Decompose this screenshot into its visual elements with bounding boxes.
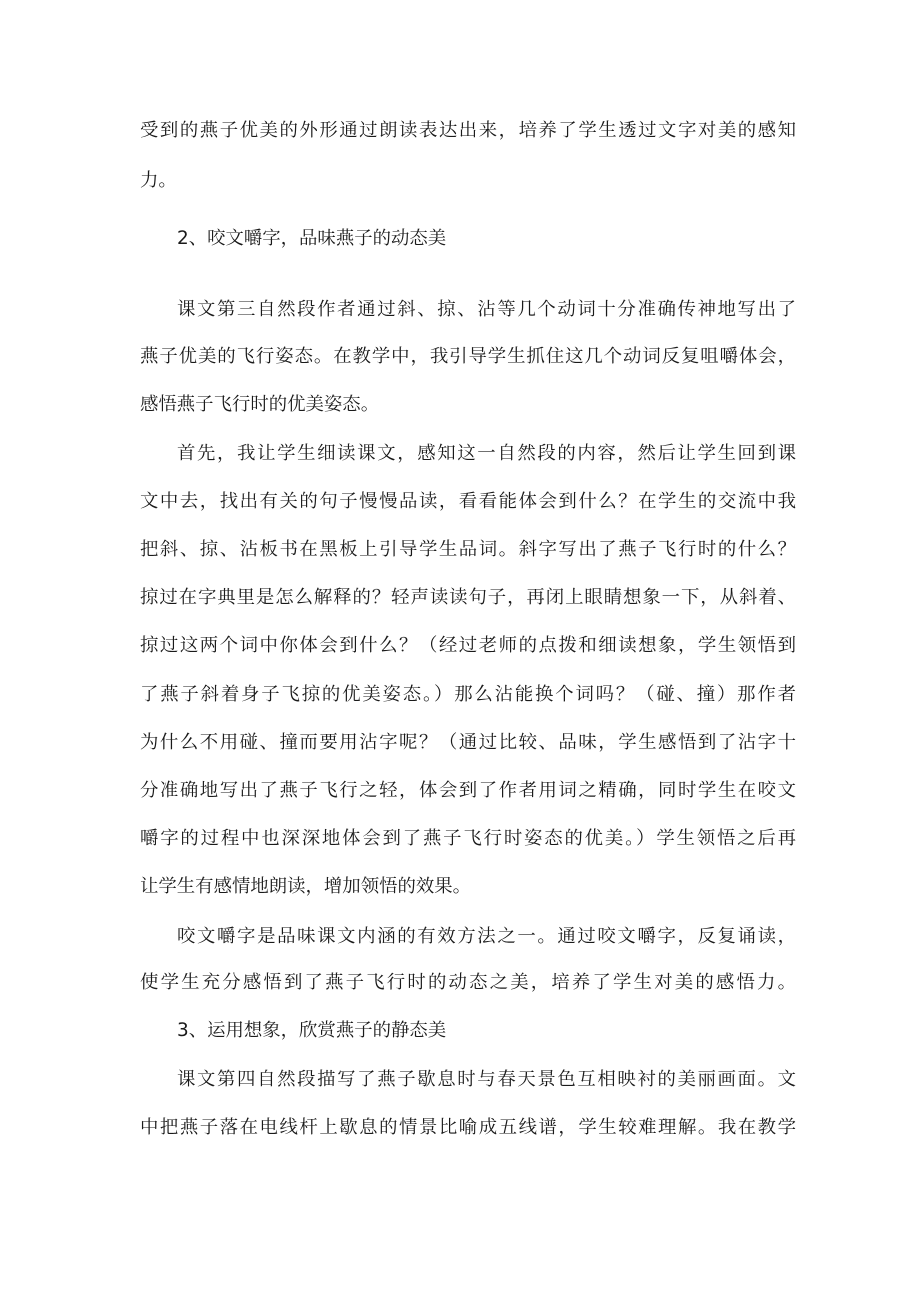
text-line: 掠过这两个词中你体会到什么？（经过老师的点拨和细读想象，学生领悟到 (140, 635, 796, 656)
text-line: 让学生有感情地朗读，增加领悟的效果。 (140, 876, 472, 897)
text-line: 为什么不用碰、撞而要用沾字呢？（通过比较、品味，学生感悟到了沾字十 (140, 732, 796, 753)
text-line: 分准确地写出了燕子飞行之轻，体会到了作者用词之精确，同时学生在咬文 (140, 780, 796, 801)
text-line: 嚼字的过程中也深深地体会到了燕子飞行时姿态的优美。）学生领悟之后再 (140, 828, 796, 849)
text-line: 了燕子斜着身子飞掠的优美姿态。）那么沾能换个词吗？（碰、撞）那作者 (140, 684, 796, 705)
section-heading: 2、咬文嚼字，品味燕子的动态美 (177, 228, 447, 249)
text-line: 燕子优美的飞行姿态。在教学中，我引导学生抓住这几个动词反复咀嚼体会， (140, 346, 796, 367)
text-line: 咬文嚼字是品味课文内涵的有效方法之一。通过咬文嚼字，反复诵读， (177, 926, 796, 947)
section-heading: 3、运用想象，欣赏燕子的静态美 (177, 1020, 447, 1041)
text-line: 中把燕子落在电线杆上歇息的情景比喻成五线谱，学生较难理解。我在教学 (140, 1117, 796, 1138)
text-line: 首先，我让学生细读课文，感知这一自然段的内容，然后让学生回到课 (177, 443, 796, 464)
text-line: 使学生充分感悟到了燕子飞行时的动态之美，培养了学生对美的感悟力。 (140, 972, 796, 993)
text-line: 受到的燕子优美的外形通过朗读表达出来，培养了学生透过文字对美的感知 (140, 120, 796, 141)
text-line: 文中去，找出有关的句子慢慢品读，看看能体会到什么？在学生的交流中我 (140, 491, 796, 512)
text-line: 力。 (140, 170, 177, 191)
text-line: 课文第四自然段描写了燕子歇息时与春天景色互相映衬的美丽画面。文 (177, 1069, 796, 1090)
text-line: 掠过在字典里是怎么解释的？轻声读读句子，再闭上眼睛想象一下，从斜着、 (140, 587, 796, 608)
text-line: 把斜、掠、沾板书在黑板上引导学生品词。斜字写出了燕子飞行时的什么？ (140, 539, 796, 560)
text-line: 感悟燕子飞行时的优美姿态。 (140, 394, 380, 415)
text-line: 课文第三自然段作者通过斜、掠、沾等几个动词十分准确传神地写出了 (177, 299, 796, 320)
